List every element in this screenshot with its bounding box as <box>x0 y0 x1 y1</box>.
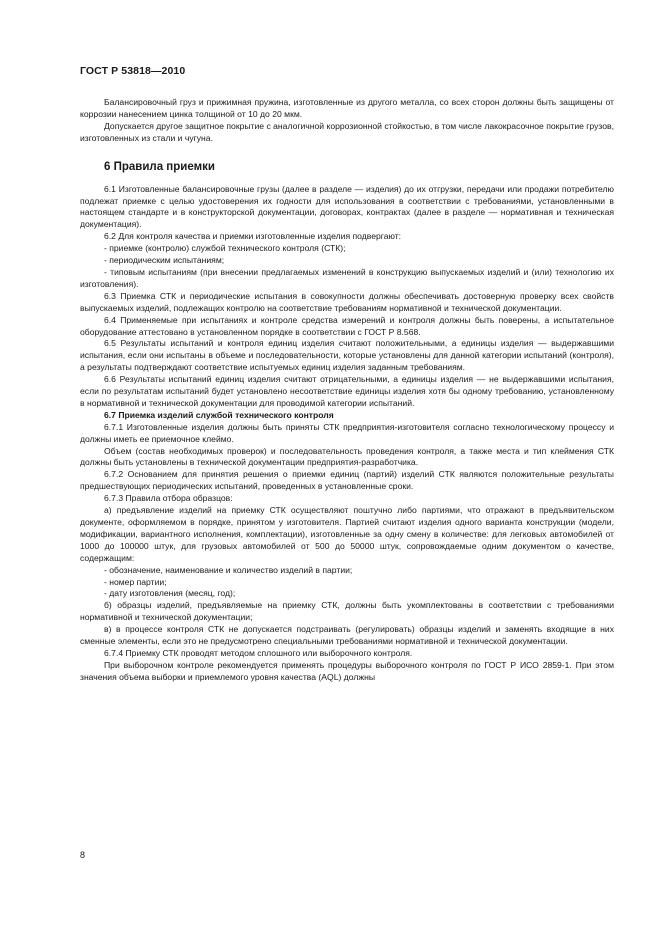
list-item: - обозначение, наименование и количество изделий в партии; <box>104 564 353 575</box>
paragraph: Балансировочный груз и прижимная пружина, изготовленные из другого металла, со всех сторон должны быть защищены от коррозии нанесением цинка толщиной от 10 до 20 мкм. <box>80 97 614 119</box>
paragraph: 6.1 Изготовленные балансировочные грузы (далее в разделе — изделия) до их отгрузки, передачи или продажи потребителю подлежат приемке с целью удостоверения их годности для использования в соответствии с требованиями, установленными в настоящем стандарте и в конструкторской документации, договорах, контрактах (далее в разделе — нормативная и техническая документация). <box>80 183 614 230</box>
page-number: 8 <box>80 850 86 860</box>
paragraph: 6.2 Для контроля качества и приемки изготовленные изделия подвергают: <box>104 231 402 242</box>
list-item: - дату изготовления (месяц, год); <box>104 588 236 599</box>
section-heading: 6 Правила приемки <box>104 160 215 173</box>
paragraph: 6.7.1 Изготовленные изделия должны быть приняты СТК предприятия-изготовителя согласно технологическому процессу и должны иметь ее приемочное клеймо. <box>80 421 614 444</box>
paragraph: б) образцы изделий, предъявляемые на приемку СТК, должны быть укомплектованы в соответствии с требованиями нормативной и технической документации; <box>80 600 614 623</box>
paragraph: 6.4 Применяемые при испытаниях и контроле средства измерений и контроля должны быть поверены, а испытательное оборудование аттестовано в установленном порядке в соответствии с ГОСТ Р 8.568. <box>80 314 614 337</box>
list-item: - типовым испытаниям (при внесении предлагаемых изменений в конструкцию выпускаемых изделий и (или) технологию их изготовления). <box>80 266 614 289</box>
paragraph: При выборочном контроле рекомендуется применять процедуры выборочного контроля по ГОСТ Р ИСО 2859-1. При этом значения объема выборки и приемлемого уровня качества (AQL) должны <box>80 659 614 682</box>
paragraph: 6.7.2 Основанием для принятия решения о приемки единиц (партий) изделий СТК являются положительные результаты предшествующих периодических испытаний, проведенных в установленные сроки. <box>80 469 614 492</box>
paragraph: а) предъявление изделий на приемку СТК осуществляют поштучно либо партиями, что отражают в предъявительском документе, оформляемом в порядке, принятом у изготовителя. Партией считают изделия одного варианта конструкции (модели, модификации, вариантного исполнения, комплектации), изготовленные за одну смену в количестве: для легковых автомобилей от 1000 до 100000 штук, для грузовых автомобилей от 500 до 50000 штук, сопровождаемые одним документом о качестве, содержащим: <box>80 505 614 563</box>
list-item: - периодическим испытаниям; <box>104 255 225 266</box>
paragraph: Объем (состав необходимых проверок) и последовательность проведения контроля, а также места и тип клеймения СТК должны быть установлены в технической документации предприятия-разработчика. <box>80 445 614 468</box>
paragraph: 6.7.3 Правила отбора образцов: <box>104 493 233 504</box>
document-body <box>80 97 614 684</box>
list-item: - номер партии; <box>104 576 167 587</box>
document-header: ГОСТ Р 53818—2010 <box>80 65 186 77</box>
paragraph: в) в процессе контроля СТК не допускается подстраивать (регулировать) образцы изделий и заменять входящие в них сменные элементы, если это не предусмотрено специальными требованиями нормативной и технической документации. <box>80 624 614 647</box>
paragraph: 6.3 Приемка СТК и периодические испытания в совокупности должны обеспечивать достоверную проверку всех свойств выпускаемых изделий, подлежащих контролю на соответствие требованиям нормативной и технической документации. <box>80 290 614 313</box>
paragraph: 6.7.4 Приемку СТК проводят методом сплошного или выборочного контроля. <box>104 647 413 658</box>
paragraph: 6.6 Результаты испытаний единиц изделия считают отрицательными, а единицы изделия — не выдержавшими испытания, если по результатам испытаний будет установлено несоответствие единицы изделия хотя бы одному требованию, установленному в нормативной и технической документации для проводимой категории испытаний. <box>80 374 614 408</box>
paragraph: Допускается другое защитное покрытие с аналогичной коррозионной стойкостью, в том числе лакокрасочное покрытие грузов, изготовленных из стали и чугуна. <box>80 120 614 143</box>
paragraph: 6.5 Результаты испытаний и контроля единиц изделия считают положительными, а единицы изделия — выдержавшими испытания, если они испытаны в объеме и последовательности, которые установлены для данной категории испытаний (контроля), а результаты подтверждают соответствие испытуемых единиц изделия заданным требованиям. <box>80 338 614 373</box>
list-item: - приемке (контролю) службой технического контроля (СТК); <box>104 243 346 254</box>
subsection-heading: 6.7 Приемка изделий службой технического контроля <box>104 409 334 420</box>
